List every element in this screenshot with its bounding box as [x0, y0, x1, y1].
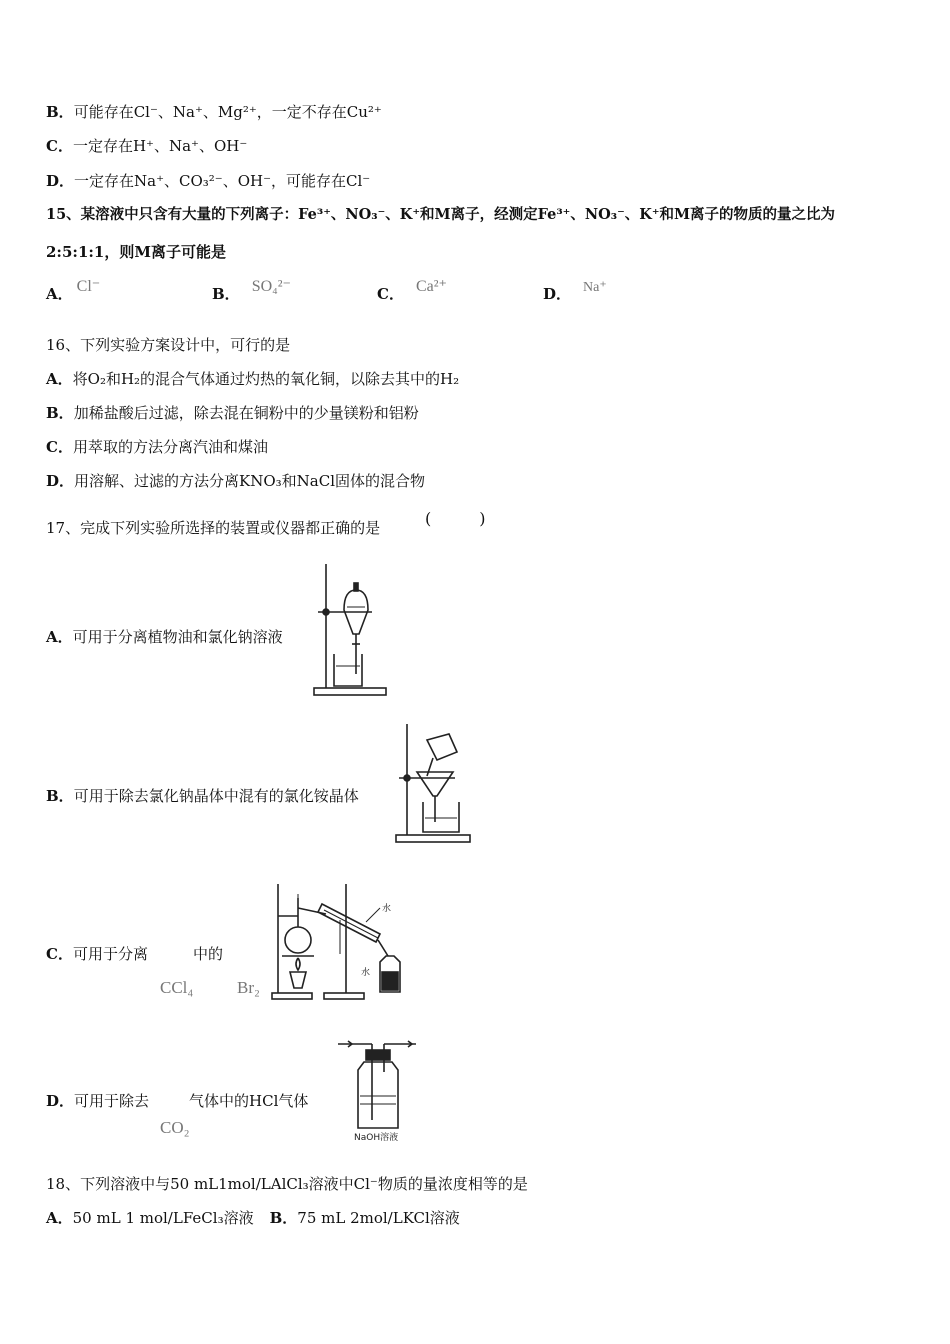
q15-option-d[interactable]: D． Na⁺	[543, 280, 607, 303]
q18-options	[46, 1208, 460, 1228]
q17-answer-blank: ( )	[425, 509, 486, 528]
stand-base-left	[272, 993, 312, 999]
filter-funnel	[417, 772, 453, 796]
q17-option-d[interactable]: D．可用于除去 气体中的HCl气体	[46, 1092, 309, 1110]
clamp-knob	[323, 609, 329, 615]
q18-option-b[interactable]: B．75 mL 2mol/LKCl溶液	[269, 1209, 460, 1227]
q17-option-a[interactable]: A．可用于分离植物油和氯化钠溶液	[46, 628, 283, 646]
q15-option-a[interactable]: A． Cl⁻	[46, 278, 101, 303]
pouring-beaker	[427, 734, 457, 760]
receiving-beaker	[423, 802, 459, 832]
separatory-funnel-apparatus	[310, 562, 390, 700]
distillation-apparatus	[268, 880, 410, 1004]
clamp-knob	[404, 775, 410, 781]
stand-base-right	[324, 993, 364, 999]
glass-rod	[427, 758, 433, 776]
flame	[296, 958, 300, 970]
q15-option-b[interactable]: B． SO₄²⁻	[212, 278, 291, 303]
naoh-solution-label: NaOH溶液	[354, 1133, 399, 1143]
q18-stem: 18、下列溶液中与50 mL1mol/LAlCl₃溶液中Cl⁻物质的量浓度相等的是	[46, 1175, 528, 1193]
q16-option-b[interactable]: B．加稀盐酸后过滤，除去混在铜粉中的少量镁粉和铝粉	[46, 404, 419, 422]
gas-washing-bottle	[336, 1036, 422, 1144]
q16-option-a[interactable]: A．将O₂和H₂的混合气体通过灼热的氧化铜，以除去其中的H₂	[46, 370, 460, 388]
q15-stem-line1: 15、某溶液中只含有大量的下列离子：Fe³⁺、NO₃⁻、K⁺和M离子，经测定Fe³⁺、NO₃⁻、K⁺和M离子的物质的量之比为	[46, 206, 836, 223]
q17-option-c[interactable]: C．可用于分离 中的	[46, 945, 223, 963]
q15-option-c[interactable]: C． Ca²⁺	[377, 278, 447, 303]
q16-option-d[interactable]: D．用溶解、过滤的方法分离KNO₃和NaCl固体的混合物	[46, 472, 426, 490]
q17-option-b[interactable]: B．可用于除去氯化钠晶体中混有的氯化铵晶体	[46, 787, 359, 805]
bottle-body	[358, 1062, 398, 1128]
q14-option-d[interactable]: D．一定存在Na⁺、CO₃²⁻、OH⁻，可能存在Cl⁻	[46, 172, 371, 190]
water-out-label: 水	[382, 904, 392, 914]
q14-option-c[interactable]: C．一定存在H⁺、Na⁺、OH⁻	[46, 137, 248, 155]
q17-c-formula-ccl4: CCl₄	[160, 978, 194, 997]
condenser-inner-tube	[324, 910, 378, 938]
q17-c-formula-br2: Br₂	[237, 978, 260, 997]
rubber-stopper	[366, 1050, 390, 1060]
q15-stem-line2: 2:5:1:1，则M离子可能是	[46, 243, 226, 261]
q18-option-a[interactable]: A．50 mL 1 mol/LFeCl₃溶液	[46, 1209, 254, 1227]
q17-stem: 17、完成下列实验所选择的装置或仪器都正确的是	[46, 519, 381, 537]
ice-bath	[382, 972, 398, 990]
q14-option-b[interactable]: B．可能存在Cl⁻、Na⁺、Mg²⁺，一定不存在Cu²⁺	[46, 103, 382, 121]
q16-stem: 16、下列实验方案设计中，可行的是	[46, 336, 291, 354]
distilling-flask	[285, 927, 311, 953]
alcohol-lamp	[290, 972, 306, 988]
stand-base	[396, 835, 470, 842]
stand-base	[314, 688, 386, 695]
beaker	[334, 654, 362, 686]
adapter	[378, 940, 388, 956]
water-outlet	[366, 908, 380, 922]
filtration-apparatus	[393, 722, 473, 846]
q17-d-formula-co2: CO₂	[160, 1118, 190, 1137]
water-in-label: 水	[361, 968, 371, 978]
q16-option-c[interactable]: C．用萃取的方法分离汽油和煤油	[46, 438, 268, 456]
